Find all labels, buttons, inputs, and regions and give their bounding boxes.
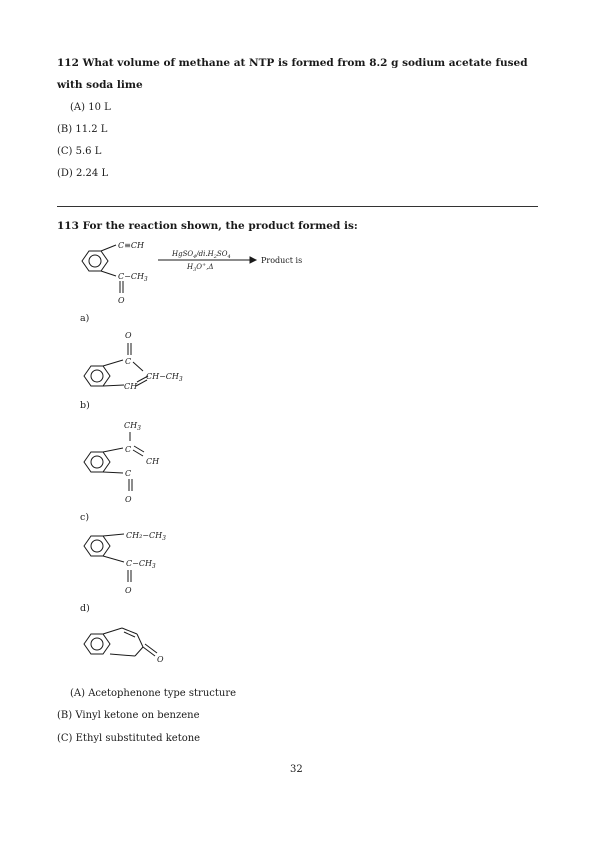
reagent-h3o-sub: 3 [193, 267, 197, 273]
q112-option-d: (D) 2.24 L [57, 168, 109, 179]
choice-d-oxygen: O [157, 655, 164, 664]
choice-b-c1: C [125, 445, 132, 454]
reagent-h3o: H [187, 263, 194, 271]
reagent-dil: /di.H [196, 250, 214, 258]
reactant-oxygen: O [118, 296, 125, 305]
reagent-hgso4: HgSO [172, 250, 194, 258]
svg-text:CH₂−CH3 [126, 531, 166, 542]
reagent-sub1: 4 [193, 254, 197, 260]
page-number: 32 [290, 764, 303, 775]
svg-text:CH−CH3 [146, 372, 183, 383]
reagent-h3o-o: O [196, 263, 203, 271]
product-is-label: Product is [261, 256, 303, 265]
reagent-sub3: 4 [227, 254, 231, 260]
choice-b-label: b) [80, 400, 90, 411]
choice-c-acyl-sub: 3 [151, 563, 156, 570]
choice-a-structure [84, 343, 148, 386]
q112-option-a: (A) 10 L [70, 102, 111, 113]
choice-c-oxygen: O [125, 586, 132, 595]
q113-option-b: (B) Vinyl ketone on benzene [57, 710, 200, 721]
svg-text:C−CH3 [118, 272, 148, 283]
choice-a-sub: 3 [178, 376, 183, 383]
choice-a-label: a) [80, 313, 90, 324]
choice-d-label: d) [80, 603, 90, 614]
choice-a-ch: CH [124, 382, 138, 391]
choice-b-sub: 3 [137, 425, 141, 432]
choice-a-carbon: C [125, 357, 132, 366]
reagent-so: SO [216, 250, 228, 258]
svg-text:H3O+,Δ [186, 262, 214, 273]
choice-b-c2: C [125, 469, 132, 478]
choice-c-ethyl: CH₂−CH [126, 531, 163, 540]
choice-a-alkyl: CH−CH [146, 372, 179, 381]
q112-stem-line1: 112 What volume of methane at NTP is formed from 8.2 g sodium acetate fused [57, 57, 528, 69]
choice-b-methyl: CH [124, 421, 138, 430]
choice-b-oxygen: O [125, 495, 132, 504]
q113-option-c: (C) Ethyl substituted ketone [57, 733, 201, 744]
svg-text:CH3 [124, 421, 141, 432]
reactant-alkyne-group: C≡CH [118, 241, 144, 250]
choice-c-label: c) [80, 512, 90, 523]
q113-option-a: (A) Acetophenone type structure [70, 688, 237, 699]
q112-option-c: (C) 5.6 L [57, 146, 102, 157]
choice-a-oxygen: O [125, 331, 132, 340]
choice-c-structure [84, 534, 131, 582]
q112-stem-line2: with soda lime [57, 79, 143, 91]
q112-option-b: (B) 11.2 L [57, 124, 108, 135]
q113-stem: 113 For the reaction shown, the product formed is: [57, 220, 358, 232]
reagent-heat: ,Δ [206, 263, 214, 271]
svg-text:HgSO4/di.H2SO4 [171, 250, 231, 260]
reagent-sub2: 2 [213, 254, 217, 260]
reagent-h3o-sup: + [202, 262, 207, 268]
choice-b-ch: CH [146, 457, 160, 466]
choice-c-ethyl-sub: 3 [162, 535, 166, 542]
svg-text:C−CH3 [126, 559, 156, 570]
reactant-acetyl-sub: 3 [143, 276, 148, 283]
reactant-benzene-ring [82, 251, 108, 271]
choice-b-structure [84, 432, 144, 491]
choice-d-structure [84, 628, 157, 656]
choice-c-acyl: C−CH [126, 559, 152, 568]
reactant-acetyl-group: C−CH [118, 272, 144, 281]
